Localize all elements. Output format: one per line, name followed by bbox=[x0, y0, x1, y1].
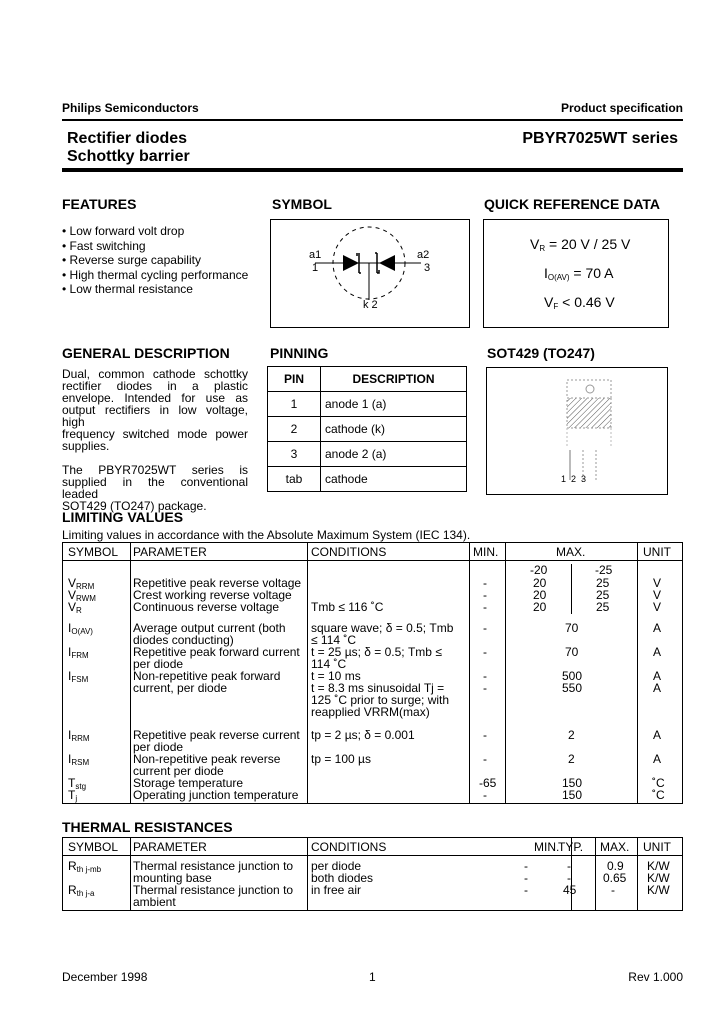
symbol-label-1: 1 bbox=[312, 262, 319, 274]
col-max: MAX. bbox=[556, 545, 586, 559]
feature-item: • Fast switching bbox=[62, 239, 248, 254]
symbol-label-3: 3 bbox=[424, 262, 431, 274]
sym-irrm: $I_{RRM}$ bbox=[68, 728, 90, 743]
symbol-box bbox=[270, 219, 470, 328]
sym-vr: $V_R$ bbox=[68, 600, 82, 615]
col-min: MIN. bbox=[473, 545, 499, 559]
footer-page: 1 bbox=[369, 970, 376, 984]
feature-item: • Reverse surge capability bbox=[62, 253, 248, 268]
quick-ref-box bbox=[483, 219, 669, 328]
sym-io: $I_{O(AV)}$ bbox=[68, 621, 93, 636]
sym-irsm: $I_{RSM}$ bbox=[68, 752, 90, 767]
table-row: 3 anode 2 (a) bbox=[268, 442, 467, 467]
title-rule bbox=[62, 168, 683, 172]
limiting-intro: Limiting values in accordance with the Absolute Maximum System (IEC 134). bbox=[62, 528, 471, 542]
package-box bbox=[486, 367, 668, 495]
table-row: tab cathode bbox=[268, 467, 467, 492]
col-conditions: CONDITIONS bbox=[311, 545, 387, 559]
sym-vrwm: $V_{RWM}$ bbox=[68, 588, 96, 603]
table-row: 1 anode 1 (a) bbox=[268, 392, 467, 417]
company-name: Philips Semiconductors bbox=[62, 101, 199, 115]
quick-ref-vr: $V_R = 20$ V / 25 V bbox=[530, 236, 631, 253]
sym-tj: $T_j$ bbox=[68, 788, 78, 803]
title-line-1: Rectifier diodes bbox=[67, 130, 188, 147]
desc-col-header: DESCRIPTION bbox=[321, 367, 467, 392]
header-rule bbox=[62, 119, 683, 121]
features-heading: FEATURES bbox=[62, 196, 137, 212]
schottky-diode-symbol bbox=[271, 220, 469, 327]
col-unit: UNIT bbox=[643, 545, 671, 559]
col-symbol: SYMBOL bbox=[68, 545, 119, 559]
thermal-heading: THERMAL RESISTANCES bbox=[62, 819, 233, 835]
variant-25: -25 bbox=[595, 563, 613, 577]
features-list bbox=[62, 224, 248, 297]
pinning-heading: PINNING bbox=[270, 345, 329, 361]
symbol-label-k2: k 2 bbox=[363, 299, 378, 311]
feature-item: • Low thermal resistance bbox=[62, 282, 248, 297]
feature-item: • Low forward volt drop bbox=[62, 224, 248, 239]
feature-item: • High thermal cycling performance bbox=[62, 268, 248, 283]
pinning-table bbox=[267, 366, 467, 492]
general-heading: GENERAL DESCRIPTION bbox=[62, 345, 230, 361]
package-heading: SOT429 (TO247) bbox=[487, 345, 595, 361]
symbol-heading: SYMBOL bbox=[272, 196, 332, 212]
sym-ifsm: $I_{FSM}$ bbox=[68, 669, 89, 684]
footer-revision: Rev 1.000 bbox=[628, 970, 683, 984]
variant-20: -20 bbox=[530, 563, 548, 577]
pin-col-header: PIN bbox=[268, 367, 321, 392]
series-name: PBYR7025WT series bbox=[522, 130, 678, 147]
param-vrrm: Repetitive peak reverse voltage bbox=[133, 576, 302, 590]
symbol-label-a1: a1 bbox=[309, 249, 322, 261]
limiting-heading: LIMITING VALUES bbox=[62, 509, 184, 525]
quick-ref-vf: $V_F < 0.46$ V bbox=[544, 294, 615, 311]
col-parameter: PARAMETER bbox=[133, 545, 207, 559]
sym-rth-ja: $R_{th j-a}$ bbox=[68, 883, 95, 898]
general-description: Dual, common cathode schottky rectifier diodes in a plastic envelope. Intended for use as output rectifiers in low voltage, high frequency switched mode power supplies. The PBYR7025WT series is supplied in the conventional leaded SOT429 (TO247) package. bbox=[62, 367, 248, 513]
table-row: 2 cathode (k) bbox=[268, 417, 467, 442]
thermal-table: SYMBOL PARAMETER CONDITIONS MIN. TYP. MAX. UNIT $R_{th j-mb}$ Thermal resistance junction to mounting base per diode both diodes - - - - 0.9 0.65 K/W K/W $R_{th j-a}$ Thermal resistance junction to ambient in free air - 45 - K/W bbox=[62, 837, 683, 911]
symbol-label-a2: a2 bbox=[417, 249, 430, 261]
quick-ref-io: $I_{O(AV)} = 70$ A bbox=[544, 265, 614, 282]
sym-tstg: $T_{stg}$ bbox=[68, 776, 87, 791]
document-title bbox=[67, 130, 190, 166]
doc-type: Product specification bbox=[560, 101, 683, 115]
title-line-2: Schottky barrier bbox=[67, 148, 190, 165]
sym-rth-jmb: $R_{th j-mb}$ bbox=[68, 859, 102, 874]
quick-ref-heading: QUICK REFERENCE DATA bbox=[484, 196, 661, 212]
pinning-table-wrap bbox=[267, 366, 467, 492]
package-pin-numbers: 1 2 3 bbox=[561, 474, 587, 484]
sym-ifrm: $I_{FRM}$ bbox=[68, 645, 89, 660]
footer-date: December 1998 bbox=[62, 970, 148, 984]
sym-vrrm: $V_{RRM}$ bbox=[68, 576, 95, 591]
limiting-table: SYMBOL PARAMETER CONDITIONS MIN. MAX. UNIT -20 -25 $V_{RRM}$ Repetitive peak reverse voltage - 20 25 V $V_{RWM}$ Crest working reverse voltage - 20 25 V $V_R$ Continuous reverse voltage Tmb ≤ 116 ˚C - 20 25 V $I_{O(AV)}$ Average output current (both diodes conducting) square wave; δ = 0.5; Tmb ≤ 114 ˚C - 70 A $I_{FRM}$ Repetitive peak forward current per diode t = 25 µs; δ = 0.5; Tmb ≤ 114 ˚C - 70 A $I_{FSM}$ Non-repetitive peak forward current, per diode t = 10 ms - 500 A t = 8.3 ms sinusoidal Tj = 125 ˚C prior to surge; with reapplied VRRM(max) - 550 A $I_{RRM}$ Repetitive peak reverse current per diode tp = 2 µs; δ = 0.001 - 2 A $I_{RSM}$ Non-repetitive peak reverse current per diode tp = 100 µs - 2 A $T_{stg}$ Storage temperature -65 150 ˚C $T_j$ Operating junction temperature - 150 ˚C bbox=[62, 542, 683, 804]
